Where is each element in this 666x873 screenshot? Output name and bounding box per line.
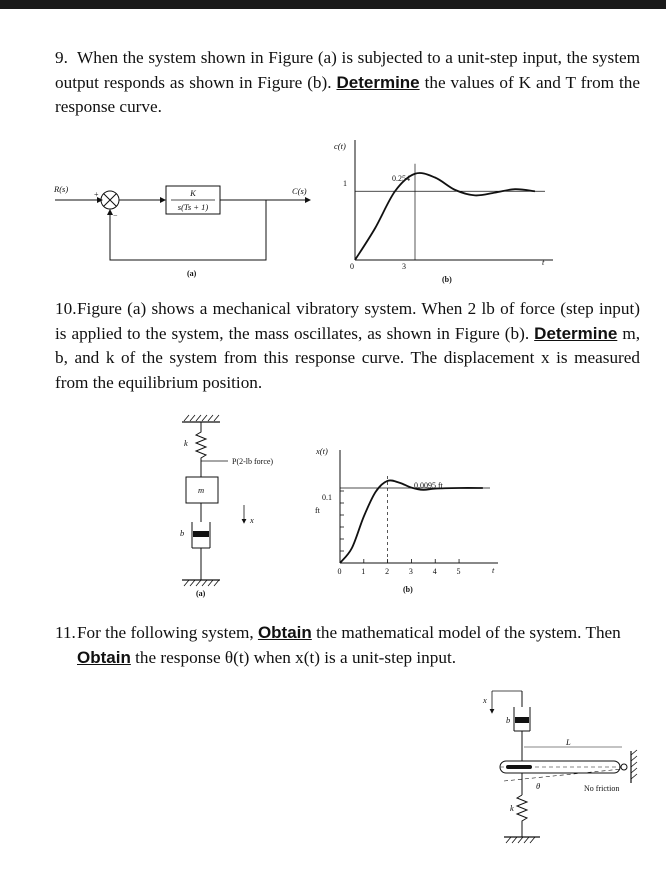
theta-label: θ <box>536 781 541 791</box>
figure-caption-b: (b) <box>403 585 413 594</box>
plot-overshoot-label: 0.0095 ft <box>414 481 443 490</box>
lever-system <box>480 685 640 860</box>
figure-caption-a: (a) <box>187 269 197 278</box>
floor-hatch <box>184 580 219 586</box>
figure-caption-a: (a) <box>196 589 206 598</box>
question-text-end: m, b, and k of the system from this response curve. The displacement x is measured from the equilibrium position. <box>55 323 641 392</box>
mechanical-system <box>168 410 308 600</box>
output-label: C(s) <box>292 186 307 196</box>
question-text: Figure (a) shows a mechanical vibratory system. When 2 lb of force (step input) is applied to the system, the mass oscillates, as shown in Figure (b). <box>55 299 640 343</box>
plot-ylabel: x(t) <box>316 446 328 456</box>
plot-ytick: 0.1 <box>322 493 332 502</box>
ground-hatch <box>506 837 535 843</box>
damper-piston <box>193 531 209 537</box>
block-diagram <box>50 170 340 285</box>
minus-sign: − <box>113 211 118 220</box>
x-tick-label: 2 <box>385 567 390 576</box>
length-label: L <box>566 737 571 747</box>
displacement-label: x <box>250 515 254 525</box>
spring <box>517 795 527 837</box>
top-border <box>0 0 666 9</box>
series-line <box>340 480 483 563</box>
figure-caption-b: (b) <box>442 275 452 284</box>
question-text: When the system shown in Figure (a) is subjected to a unit-step input, the system output responds as shown in Figure (b). <box>55 48 640 92</box>
plot-ylabel: c(t) <box>334 141 346 151</box>
plot-xlabel: t <box>542 257 545 267</box>
question-9 <box>55 46 640 120</box>
ceiling-hatch <box>184 415 219 421</box>
input-x-label: x <box>483 695 487 705</box>
mass-label: m <box>198 485 205 495</box>
question-text-end: the values of K and T from the response curve. <box>55 72 640 116</box>
x-tick-label: 3 <box>408 567 413 576</box>
spring-label: k <box>510 803 514 813</box>
tf-numerator: K <box>190 188 196 198</box>
plot-xlabel: t <box>492 565 495 575</box>
x-tick-label: 4 <box>432 567 437 576</box>
step-response-plot <box>330 135 560 285</box>
question-number: 10. <box>55 299 77 318</box>
question-number: 11. <box>55 623 76 642</box>
force-label: P(2-lb force) <box>232 457 274 466</box>
question-text-mid: the mathematical model of the system. Then <box>316 623 621 642</box>
question-10 <box>55 297 640 395</box>
spring <box>196 422 206 477</box>
keyword-obtain-2: Obtain <box>77 647 131 667</box>
spring-label: k <box>184 438 188 448</box>
keyword-obtain: Obtain <box>257 623 312 642</box>
plot-ytick: 1 <box>343 179 347 188</box>
plot-peak-time: 3 <box>402 262 406 271</box>
keyword-determine: Determine <box>336 72 420 92</box>
question-text: For the following system, <box>77 623 254 642</box>
damper-label: b <box>506 715 511 725</box>
keyword-determine: Determine <box>534 323 618 343</box>
x-tick-label: 5 <box>456 567 461 576</box>
question-text-end: the response θ(t) when x(t) is a unit-step input. <box>135 647 457 667</box>
plot-yunit: ft <box>315 506 320 515</box>
plus-sign: + <box>94 190 99 199</box>
plot-origin: 0 <box>350 262 354 271</box>
series-line <box>355 173 535 260</box>
question-11 <box>55 621 640 670</box>
tf-denominator: s(Ts + 1) <box>177 202 209 212</box>
x-tick-label: 0 <box>337 567 342 576</box>
plot-overshoot-label: 0.254 <box>392 174 410 183</box>
question-number: 9. <box>55 48 68 67</box>
damper-label: b <box>180 528 185 538</box>
displacement-response-plot <box>310 440 505 600</box>
damper-piston <box>515 717 529 723</box>
no-friction-label: No friction <box>584 784 620 793</box>
input-label: R(s) <box>54 184 69 194</box>
pivot <box>621 764 627 770</box>
x-tick-label: 1 <box>361 567 366 576</box>
